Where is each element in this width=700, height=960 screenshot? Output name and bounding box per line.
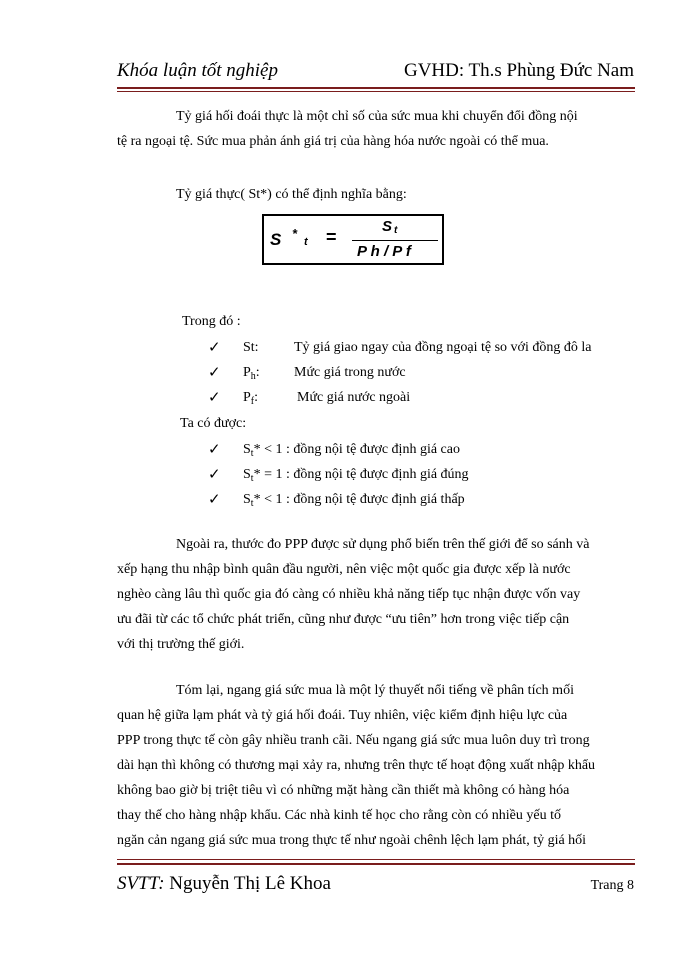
formula-numerator: S (382, 218, 393, 235)
formula-numerator-sub: t (394, 225, 398, 236)
intro-line-1: Tỷ giá hối đoái thực là một chỉ số của sức mua khi chuyển đổi đồng nội (176, 109, 578, 124)
para3-line: không bao giờ bị triệt tiêu vì có những mặt hàng cần thiết mà không có hàng hóa (117, 783, 570, 798)
where-symbol-pf: $P_f$: (243, 390, 259, 407)
fraction-bar (352, 240, 438, 241)
para3-line: PPP trong thực tế còn gây nhiều tranh cãi. Nếu ngang giá sức mua luôn duy trì trong (117, 733, 590, 748)
where-label: Trong đó : (182, 314, 241, 329)
para2-line: với thị trường thế giới. (117, 637, 245, 652)
formula-star: * (292, 226, 298, 241)
header-rule-bottom (117, 91, 635, 92)
intro-line-2: tệ ra ngoại tệ. Sức mua phản ánh giá trị của hàng hóa nước ngoài có thể mua. (117, 134, 549, 149)
para2-line: xếp hạng thu nhập bình quân đầu người, nên việc một quốc gia được xếp là nước (117, 562, 571, 577)
where-symbol-st: St: (243, 340, 259, 355)
para2-line: ưu đãi từ các tổ chức phát triển, cũng như được “ưu tiên” hơn trong việc tiếp cận (117, 612, 570, 627)
check-icon: ✓ (208, 492, 221, 508)
footer-rule-bottom (117, 863, 635, 865)
check-icon: ✓ (208, 390, 221, 406)
where-desc-ph: Mức giá trong nước (294, 365, 406, 380)
formula-denominator: P h / P f (357, 243, 411, 260)
formula-lhs: S (270, 230, 282, 249)
footer-rule-top (117, 859, 635, 860)
advisor-name: : Th.s Phùng Đức Nam (458, 60, 634, 81)
where-desc-pf: Mức giá nước ngoài (297, 390, 411, 405)
author-name: Nguyễn Thị Lê Khoa (169, 873, 331, 894)
formula-equals: = (326, 227, 337, 247)
para3-line: quan hệ giữa lạm phát và tỷ giá hối đoái. Tuy nhiên, việc kiểm định hiệu lực của (117, 708, 568, 723)
para2-line: nghèo càng lâu thì quốc gia đó càng có nhiều khả năng tiếp tục nhận được vốn vay (117, 587, 581, 602)
where-symbol-ph: $P_h$: (243, 365, 260, 382)
check-icon: ✓ (208, 365, 221, 381)
footer-author (117, 873, 331, 895)
result-item: $S_t* < 1$ : đồng nội tệ được định giá cao (243, 442, 460, 459)
formula-box (262, 214, 444, 265)
definition-text: Tỷ giá thực( St*) có thể định nghĩa bằng: (176, 187, 407, 202)
check-icon: ✓ (208, 340, 221, 356)
para3-line: thay thế cho hàng nhập khẩu. Các nhà kinh tế học cho rằng còn có nhiều yếu tố (117, 808, 561, 823)
result-item: $S_t* = 1$ : đồng nội tệ được định giá đúng (243, 467, 469, 484)
header-rule-top (117, 87, 635, 89)
result-label: Ta có được: (180, 416, 247, 431)
where-desc-st: Tỷ giá giao ngay của đồng ngoại tệ so với đồng đô la (294, 340, 592, 355)
para3-line: Tóm lại, ngang giá sức mua là một lý thuyết nổi tiếng về phân tích mối (176, 683, 574, 698)
result-item: $S_t* < 1$ : đồng nội tệ được định giá thấp (243, 492, 465, 509)
header-advisor (404, 60, 634, 82)
check-icon: ✓ (208, 442, 221, 458)
formula-lhs-sub: t (304, 236, 308, 248)
para3-line: ngăn cản ngang giá sức mua trong thực tế như ngoài chênh lệch lạm phát, tỷ giá hối (117, 833, 587, 848)
page-number: Trang 8 (590, 878, 634, 893)
header-title: Khóa luận tốt nghiệp (117, 60, 278, 81)
para2-line: Ngoài ra, thước đo PPP được sử dụng phổ biến trên thế giới để so sánh và (176, 537, 590, 552)
check-icon: ✓ (208, 467, 221, 483)
author-label: SVTT: (117, 873, 165, 894)
advisor-label: GVHD (403, 60, 459, 81)
para3-line: dài hạn thì không có thương mại xảy ra, nhưng trên thực tế hoạt động xuất nhập khẩu (117, 758, 596, 773)
